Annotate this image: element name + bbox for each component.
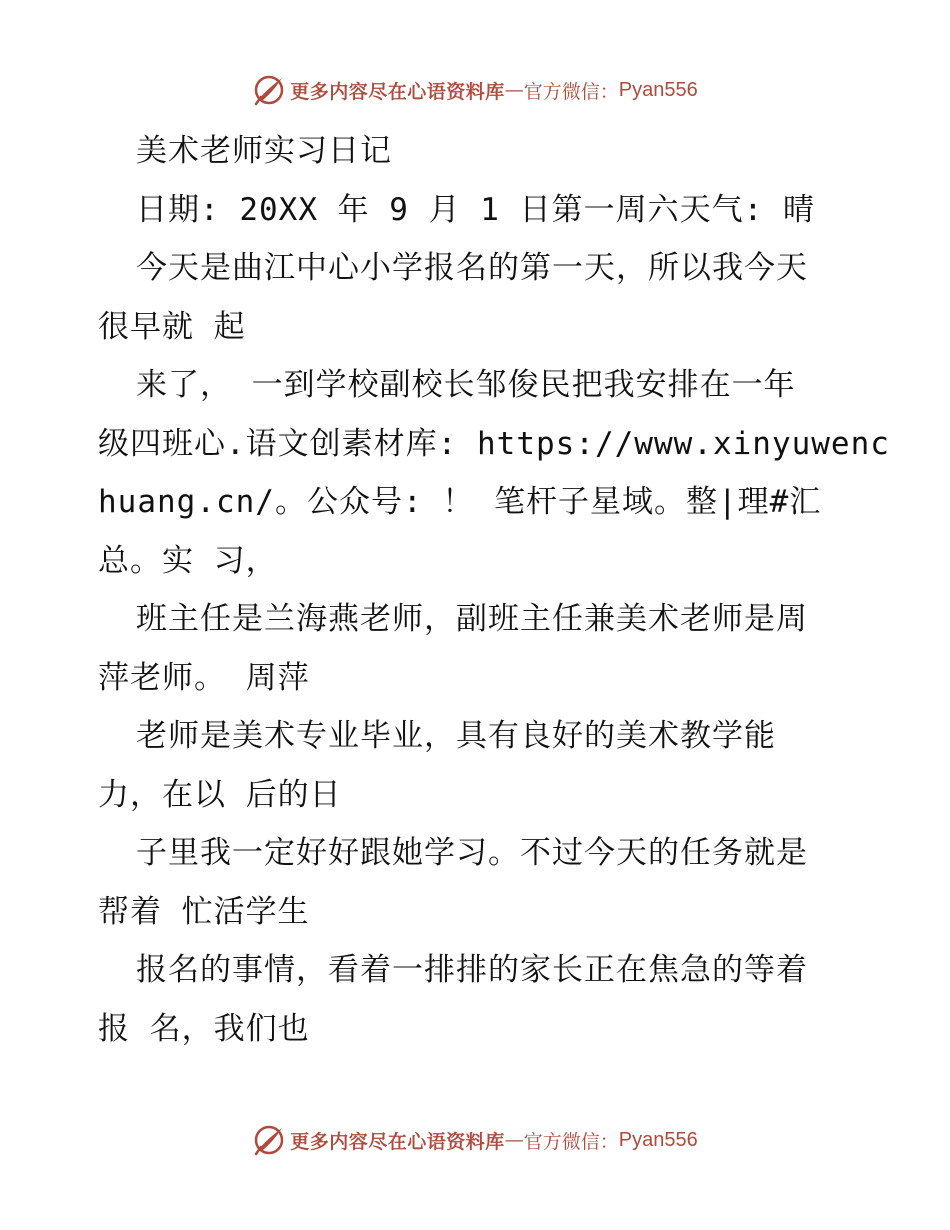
document-body [98, 122, 890, 1058]
footer-banner-text: 更多内容尽在心语资料库 [290, 1130, 505, 1153]
header-banner-text: 更多内容尽在心语资料库 [290, 80, 505, 103]
header-wechat-label: 官方微信： [523, 80, 619, 103]
document-line: 帮着 忙活学生 [98, 893, 310, 930]
quill-pen-logo-icon [252, 73, 286, 107]
document-line: 今天是曲江中心小学报名的第一天，所以我今天 [136, 250, 808, 286]
document-line: 班主任是兰海燕老师，副班主任兼美术老师是周 [136, 601, 808, 637]
header-banner-dash: — [504, 79, 524, 101]
document-line: 级四班心.语文创素材库: https://www.xinyuwenc [98, 425, 890, 462]
document-line: 报名的事情，看着一排排的家长正在焦急的等着 [136, 952, 808, 988]
document-date-line: 日期: 20XX 年 9 月 1 日第一周六天气: 晴 [136, 191, 815, 228]
footer-banner [0, 1120, 950, 1160]
document-line: 子里我一定好好跟她学习。不过今天的任务就是 [136, 835, 808, 871]
footer-banner-dash: — [504, 1129, 524, 1151]
document-line: 力，在以 后的日 [98, 776, 342, 813]
footer-wechat-id: Pyan556 [618, 1128, 698, 1151]
document-line: 老师是美术专业毕业，具有良好的美术教学能 [136, 718, 776, 754]
document-line: 报 名，我们也 [98, 1010, 310, 1047]
header-banner [0, 70, 950, 110]
document-line: 很早就 起 [98, 308, 246, 345]
document-line: huang.cn/。公众号: ！ 笔杆子星域。整|理#汇 [98, 484, 822, 520]
document-title: 美术老师实习日记 [136, 133, 392, 169]
quill-pen-logo-icon [252, 1123, 286, 1157]
header-wechat-id: Pyan556 [618, 78, 698, 101]
footer-wechat-label: 官方微信： [523, 1130, 619, 1153]
document-line: 来了， 一到学校副校长邹俊民把我安排在一年 [136, 367, 796, 403]
document-line: 萍老师。 周萍 [98, 659, 310, 696]
document-line: 总。实 习， [98, 542, 278, 579]
